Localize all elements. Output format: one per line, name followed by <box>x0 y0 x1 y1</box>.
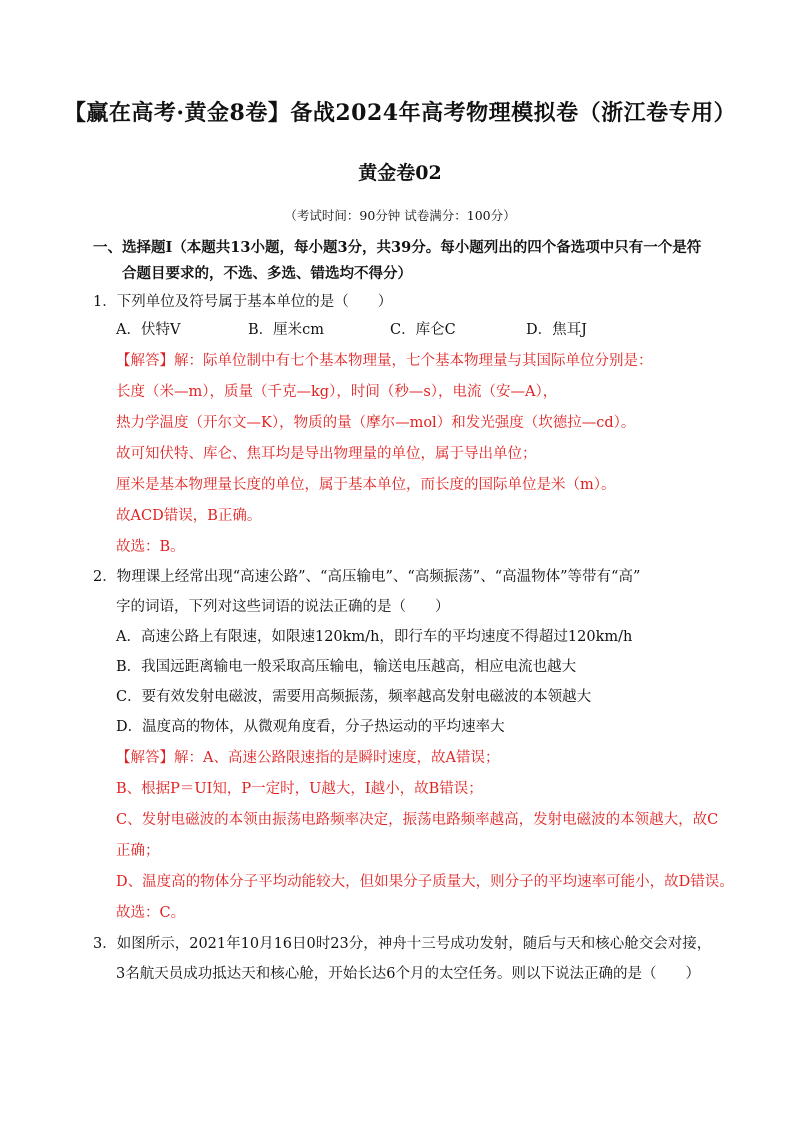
question-3-stem-continued: 3名航天员成功抵达天和核心舱，开始长达6个月的太空任务。则以下说法正确的是（ ） <box>116 966 700 982</box>
question-2-answer-line: 正确； <box>116 843 160 859</box>
question-2-option-c: C．要有效发射电磁波，需要用高频振荡，频率越高发射电磁波的本领越大 <box>116 689 592 705</box>
question-2-option-a: A．高速公路上有限速，如限速120km/h，即行车的平均速度不得超过120km/h <box>116 629 633 645</box>
question-3-stem: 3．如图所示，2021年10月16日0时23分，神舟十三号成功发射，随后与天和核心舱交会对接， <box>93 936 712 952</box>
question-1-answer-line: 厘米是基本物理量长度的单位，属于基本单位，而长度的国际单位是米（m）。 <box>116 477 616 493</box>
question-2-stem-continued: 字的词语，下列对这些词语的说法正确的是（ ） <box>116 599 450 615</box>
question-2-option-d: D．温度高的物体，从微观角度看，分子热运动的平均速率大 <box>116 719 505 735</box>
question-2-answer-line: B、根据P＝UI知，P一定时，U越大，I越小，故B错误； <box>116 781 483 797</box>
section-heading: 一、选择题Ⅰ（本题共13小题，每小题3分，共39分。每小题列出的四个备选项中只有一个是符 <box>93 239 702 256</box>
question-1-answer-line: 故可知伏特、库仑、焦耳均是导出物理量的单位，属于导出单位； <box>116 446 537 462</box>
question-1-option-b: B．厘米cm <box>248 322 325 338</box>
question-2-stem: 2．物理课上经常出现“高速公路”、“高压输电”、“高频振荡”、“高温物体”等带有“高” <box>93 569 641 585</box>
question-1-answer-line: 【解答】解：际单位制中有七个基本物理量，七个基本物理量与其国际单位分别是： <box>116 353 653 369</box>
question-2-answer-line: 故选：C。 <box>116 905 186 921</box>
section-heading-continued: 合题目要求的，不选、多选、错选均不得分） <box>122 265 412 282</box>
question-2-option-b: B．我国远距离输电一般采取高压输电，输送电压越高，相应电流也越大 <box>116 659 577 675</box>
question-2-answer-line: D、温度高的物体分子平均动能较大，但如果分子质量大，则分子的平均速率可能小，故D错误。 <box>116 874 734 890</box>
page-subtitle: 黄金卷02 <box>358 162 442 184</box>
question-1-answer-line: 热力学温度（开尔文—K），物质的量（摩尔—mol）和发光强度（坎德拉—cd）。 <box>116 415 636 431</box>
question-1-option-a: A．伏特V <box>116 322 181 338</box>
question-1-answer-line: 故ACD错误，B正确。 <box>116 508 262 524</box>
question-2-answer-line: 【解答】解：A、高速公路限速指的是瞬时速度，故A错误； <box>116 750 500 766</box>
page-title: 【赢在高考·黄金8卷】备战2024年高考物理模拟卷（浙江卷专用） <box>63 100 737 126</box>
question-1-answer-line: 长度（米—m），质量（千克—kg），时间（秒—s），电流（安—A）， <box>116 384 558 400</box>
question-1-answer-line: 故选：B。 <box>116 539 185 555</box>
exam-info: （考试时间：90分钟 试卷满分：100分） <box>284 208 516 223</box>
question-1-stem: 1．下列单位及符号属于基本单位的是（ ） <box>93 294 393 310</box>
question-1-option-c: C．库仑C <box>390 322 456 338</box>
question-2-answer-line: C、发射电磁波的本领由振荡电路频率决定，振荡电路频率越高，发射电磁波的本领越大，故C <box>116 812 719 828</box>
question-1-option-d: D．焦耳J <box>526 322 587 338</box>
